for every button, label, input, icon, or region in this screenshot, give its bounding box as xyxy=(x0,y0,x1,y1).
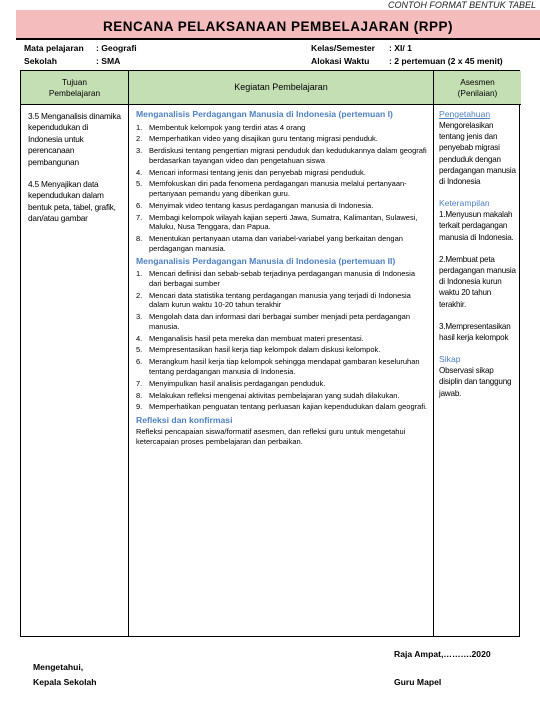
activity-step xyxy=(136,291,428,310)
place-date: Raja Ampat,……….2020 xyxy=(394,649,491,659)
step-number: 7. xyxy=(136,212,143,222)
meta-class xyxy=(311,43,412,53)
header-activities-label: Kegiatan Pembelajaran xyxy=(234,81,328,92)
step-text: Merangkum hasil kerja tiap kelompok sehingga mendapat gambaran keseluruhan tentang perdagangan manusia di Indonesia. xyxy=(149,357,420,376)
title-bar xyxy=(16,10,540,40)
skills-title: Keterampilan xyxy=(439,198,490,209)
activity-step xyxy=(136,168,428,178)
step-number: 1. xyxy=(136,269,143,279)
reflection-title: Refleksi dan konfirmasi xyxy=(136,415,233,426)
time-label: Alokasi Waktu xyxy=(311,56,370,66)
document-title: RENCANA PELAKSANAAN PEMBELAJARAN (RPP) xyxy=(102,18,453,34)
assessment-column xyxy=(434,105,521,636)
activity-step xyxy=(136,379,428,389)
step-text: Membagi kelompok wilayah kajian seperti Jawa, Sumatra, Kalimantan, Sulawesi, Maluku, Nusa Tenggara, dan Papua. xyxy=(149,212,418,232)
objective-item: 3.5 Menganalisis dinamika kependudukan di Indonesia untuk perencanaan pembangunan xyxy=(28,111,121,167)
activities-column xyxy=(129,105,434,636)
skills-item: 3.Mempresentasikan hasil kerja kelompok xyxy=(439,321,511,343)
step-number: 8. xyxy=(136,234,143,244)
activity-step xyxy=(136,123,428,133)
activity-step xyxy=(136,334,428,344)
meeting1-title: Menganalisis Perdagangan Manusia di Indonesia (pertemuan I) xyxy=(136,109,393,119)
header-objectives-line1: Tujuan xyxy=(61,77,88,88)
step-text: Membentuk kelompok yang terdiri atas 4 orang xyxy=(149,122,306,132)
knowledge-title: Pengetahuan xyxy=(439,109,491,119)
acknowledged-label: Mengetahui, xyxy=(33,662,84,672)
step-text: Menganalisis hasil peta mereka dan membuat materi presentasi. xyxy=(149,333,364,343)
knowledge-text: Mengorelasikan tentang jenis dan penyebab migrasi penduduk dengan perdagangan manusia di Indonesia xyxy=(439,121,516,187)
step-number: 3. xyxy=(136,146,143,156)
activity-step xyxy=(136,391,428,401)
activity-step xyxy=(136,269,428,288)
step-number: 3. xyxy=(136,312,143,322)
step-number: 5. xyxy=(136,179,143,189)
skills-item: 2.Membuat peta perdagangan manusia di Indonesia kurun waktu 20 tahun terakhir. xyxy=(439,254,516,309)
reflection-text: Refleksi pencapaian siswa/formatif asesmen, dan refleksi guru untuk mengetahui ketercapaian proses pembelajaran dan perbaikan. xyxy=(136,426,406,446)
rpp-table xyxy=(20,70,520,637)
skills-item: 1.Menyusun makalah terkait perdagangan manusia di Indonesia. xyxy=(439,210,514,242)
header-objectives xyxy=(21,71,129,105)
step-number: 2. xyxy=(136,134,143,144)
step-number: 1. xyxy=(136,122,143,132)
step-text: Menentukan pertanyaan utama dan variabel-variabel yang berkaitan dengan perdagangan manusia. xyxy=(149,234,403,253)
knowledge-block xyxy=(439,109,518,187)
subject-value: : Geografi xyxy=(96,43,137,53)
step-text: Berdiskusi tentang pengertian migrasi penduduk dan kedudukannya dalam geografi berdasarkan tayangan video dan pengetahuan siswa xyxy=(149,146,427,165)
step-text: Mencari informasi tentang jenis dan penyebab migrasi penduduk. xyxy=(149,167,366,177)
meta-school xyxy=(24,56,120,66)
step-number: 7. xyxy=(136,378,143,388)
meeting2-title: Menganalisis Perdagangan Manusia di Indonesia (pertemuan II) xyxy=(136,255,396,266)
step-text: Melakukan refleksi mengenai aktivitas pembelajaran yang sudah dilakukan. xyxy=(149,390,400,400)
activity-step xyxy=(136,146,428,165)
attitude-title: Sikap xyxy=(439,354,461,365)
objectives-column xyxy=(21,105,129,636)
header-activities xyxy=(129,71,434,105)
school-value: : SMA xyxy=(96,56,121,66)
header-objectives-line2: Pembelajaran xyxy=(48,87,101,98)
header-assessment xyxy=(434,71,521,105)
activity-step xyxy=(136,357,428,376)
header-assessment-line1: Asesmen xyxy=(460,77,495,88)
activity-step xyxy=(136,213,428,232)
activity-step xyxy=(136,234,428,253)
header-assessment-line2: (Penilaian) xyxy=(457,87,498,98)
meeting2-steps xyxy=(136,269,428,412)
step-text: Mengolah data dan informasi dari berbagai sumber menjadi peta perdagangan manusia. xyxy=(149,312,411,331)
activity-step xyxy=(136,201,428,211)
activity-step xyxy=(136,134,428,144)
step-text: Menyimpulkan hasil analisis perdagangan penduduk. xyxy=(149,378,326,388)
school-label: Sekolah xyxy=(24,56,57,66)
step-text: Mempresentasikan hasil kerja tiap kelompok dalam diskusi kelompok. xyxy=(149,345,381,355)
step-number: 2. xyxy=(136,290,143,300)
teacher-label: Guru Mapel xyxy=(394,677,442,687)
subject-label: Mata pelajaran xyxy=(24,43,84,53)
step-number: 4. xyxy=(136,167,143,177)
corner-label: CONTOH FORMAT BENTUK TABEL xyxy=(387,0,536,10)
activity-step xyxy=(136,179,428,198)
step-number: 8. xyxy=(136,390,143,400)
step-number: 6. xyxy=(136,200,143,210)
time-value: : 2 pertemuan (2 x 45 menit) xyxy=(389,56,503,66)
step-text: Memperhatikan video yang disajikan guru tentang migrasi penduduk. xyxy=(149,134,378,144)
step-text: Mencari definisi dan sebab-sebab terjadinya perdagangan manusia di Indonesia dari berbagai sumber xyxy=(149,269,416,288)
step-text: Memfokuskan diri pada fenomena perdagangan manusia melalui pertanyaan-pertanyaan pemandu yang diberikan guru. xyxy=(149,179,407,199)
step-text: Menyimak video tentang kasus perdagangan manusia di Indonesia. xyxy=(149,200,374,210)
meta-time xyxy=(311,56,503,66)
meeting1-steps xyxy=(136,123,428,254)
objective-item: 4.5 Menyajikan data kependudukan dalam bentuk peta, tabel, grafik, dan/atau gambar xyxy=(28,179,116,224)
attitude-text: Observasi sikap disiplin dan tanggung jawab. xyxy=(439,366,512,398)
activity-step xyxy=(136,312,428,331)
class-value: : XI/ 1 xyxy=(389,43,412,53)
skills-block xyxy=(439,198,518,343)
class-label: Kelas/Semester xyxy=(311,43,376,53)
attitude-block xyxy=(439,354,518,399)
step-number: 5. xyxy=(136,345,143,355)
activity-step xyxy=(136,345,428,355)
step-text: Memperhatikan penguatan tentang perluasan kajian kependudukan dalam geografi. xyxy=(149,402,428,412)
meta-subject xyxy=(24,43,137,53)
step-number: 9. xyxy=(136,402,143,412)
principal-label: Kepala Sekolah xyxy=(33,677,97,687)
step-text: Mencari data statistika tentang perdagangan manusia yang terjadi di Indonesia dalam kurun waktu 10-20 tahun terakhir xyxy=(149,290,411,310)
step-number: 6. xyxy=(136,357,143,367)
step-number: 4. xyxy=(136,333,143,343)
activity-step xyxy=(136,402,428,412)
